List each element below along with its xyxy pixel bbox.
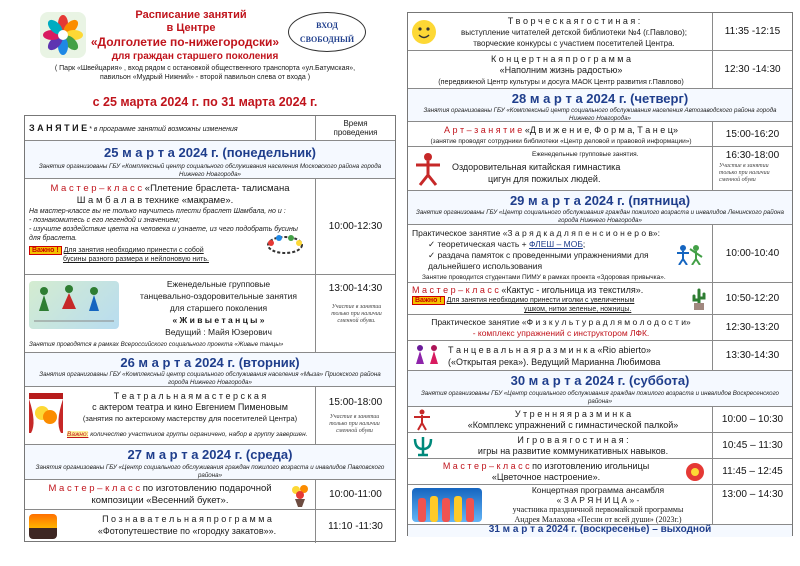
theatre-masks-icon — [29, 393, 63, 433]
event-time: 12:30 -14:30 — [712, 51, 792, 88]
event-line: «Фотопутешествие по «городку закатов»». — [97, 526, 277, 536]
title-line: Расписание занятий — [135, 9, 247, 21]
event-row — [408, 147, 792, 191]
date-heading: 28 м а р т а 2024 г. (четверг) — [511, 91, 689, 106]
date-row-mar30 — [408, 371, 792, 407]
event-line: цигун для пожилых людей. — [488, 174, 601, 184]
requirement-text: Для занятия необходимо принести иголки с увеличенным — [446, 297, 635, 304]
event-line: Еженедельные групповые — [166, 279, 271, 289]
project-note: Занятия проводятся в рамках Всероссийского социального проекта «Живые танцы» — [29, 341, 284, 348]
dancers-icon — [412, 344, 442, 368]
event-title: Практическое занятие «З а р я д к а д л я п е н с и о н е р о в»: — [412, 228, 661, 238]
event-row — [408, 51, 792, 89]
event-time: 11:10 -11:30 — [315, 510, 395, 543]
group-note-text: количество участников группы ограничено, набор в группу завершен. — [88, 431, 308, 438]
event-row — [25, 387, 395, 445]
flower-pincushion-icon — [684, 461, 706, 483]
shoes-note: Участие в занятии только при наличии сменной обуви. — [331, 304, 382, 324]
event-description — [29, 483, 291, 507]
event-title: «Кактус - игольница из текстиля». — [498, 285, 644, 295]
event-description — [412, 285, 692, 314]
day-off-heading: 31 м а р т а 2024 г. (воскресенье) – выходной — [488, 524, 712, 535]
event-time: 12:30-13:20 — [712, 315, 792, 340]
event-line: «Комплекс упражнений с гимнастической палкой» — [467, 420, 679, 430]
event-title: К о н ц е р т н а я п р о г р а м м а — [491, 54, 631, 64]
event-row — [25, 510, 395, 543]
event-title: И г р о в а я г о с т и н а я : — [517, 435, 629, 445]
qigong-figure-icon — [412, 151, 444, 187]
address-line: ( Парк «Швейцария» , вход рядом с остановкой общественного транспорта «ул.Батумская», — [54, 65, 356, 72]
event-detail: - познакомитесь с его легендой и значением; — [29, 217, 180, 224]
event-label: М а с т е р – к л а с с — [412, 285, 499, 295]
event-label: М а с т е р – к л а с с — [442, 461, 530, 471]
bracelet-icon — [265, 234, 305, 256]
event-time: 10:45 – 11:30 — [712, 433, 792, 458]
event-title: Оздоровительная китайская гимнастика — [452, 162, 621, 172]
important-badge: Важно ! — [412, 296, 445, 305]
date-row-mar29 — [408, 191, 792, 225]
event-time: 10:00-12:30 — [315, 179, 395, 274]
smiley-icon — [411, 18, 437, 46]
group-note — [67, 431, 313, 438]
date-heading: 30 м а р т а 2024 г. (суббота) — [510, 373, 690, 388]
event-line: (передвижной Центр культуры и досуга МАОК Центр развития г.Павлово) — [438, 77, 684, 86]
event-row — [408, 433, 792, 459]
event-description — [436, 409, 710, 431]
activity-header — [29, 123, 238, 133]
event-time: 13:00 – 14:30 — [712, 485, 792, 524]
event-row — [25, 179, 395, 275]
exercise-icon — [674, 243, 704, 265]
gymnast-icon — [412, 409, 432, 431]
event-title: по изготовлению игольницы — [529, 461, 650, 471]
event-row — [408, 122, 792, 147]
sunset-icon — [29, 514, 57, 539]
event-line: Еженедельные групповые занятия. — [532, 151, 639, 158]
event-label: М а с т е р – к л а с с — [48, 483, 141, 494]
date-row-mar26 — [25, 353, 395, 387]
event-row — [408, 485, 792, 525]
event-description — [438, 16, 710, 49]
time-cell — [712, 147, 792, 190]
event-time: 10:00-10:40 — [712, 225, 792, 282]
dancers-icon — [29, 281, 119, 329]
changes-note: * в программе занятий возможны изменения — [87, 126, 238, 133]
event-line: «Цветочное настроение». — [491, 472, 601, 482]
cactus-icon — [690, 288, 708, 310]
event-row — [408, 407, 792, 433]
event-line: творческие конкурсы с участием посетителей Центра. — [473, 39, 675, 48]
event-description — [67, 391, 313, 424]
time-cell — [315, 387, 395, 444]
event-time: 11:35 -12:15 — [712, 13, 792, 50]
important-badge: Важно ! — [29, 246, 62, 255]
event-row — [25, 480, 395, 510]
event-line: « З А Р Я Н И Ц А » - — [556, 494, 640, 505]
event-description — [412, 317, 710, 339]
event-title: «Д в и ж е н и е, Ф о р м а, Т а н е ц» — [522, 125, 678, 135]
event-line: (занятие проводят сотрудники библиотеки «Центр деловой и правовой информации») — [430, 138, 692, 145]
event-description — [121, 278, 316, 338]
title-line: в Центре — [166, 22, 216, 34]
ensemble-photo-icon — [412, 488, 482, 522]
requirement-text: ушком, нитки зеленые, ножницы. — [524, 306, 632, 313]
event-title: Концертная программа ансамбля — [531, 485, 665, 495]
subtitle: для граждан старшего поколения — [111, 51, 279, 62]
event-line: танцевально-оздоровительные занятия — [140, 291, 297, 301]
event-line: (занятия по актерскому мастерству для посетителей Центра) — [82, 414, 298, 423]
important-badge: Важно: — [67, 431, 89, 438]
page-title — [96, 9, 286, 35]
event-title: по изготовлению подарочной — [140, 483, 272, 494]
event-detail: На мастер-классе вы не только научитесь плести браслет Шамбала, но и : — [29, 208, 286, 215]
time-header-line: проведения — [333, 128, 378, 137]
event-time: 13:30-14:30 — [712, 341, 792, 370]
event-description — [486, 486, 710, 524]
bullet-text: ; — [582, 239, 586, 249]
entry-line: СВОБОДНЫЙ — [299, 35, 355, 44]
event-label: А р т – з а н я т и е — [444, 125, 523, 135]
event-line: «Наполним жизнь радостью» — [499, 65, 623, 75]
schedule-table-right — [407, 12, 793, 536]
address-line: павильон «Мудрый Нижний» - второй павильон слева от входа ) — [99, 74, 311, 81]
organizer-note: Занятия организованы ГБУ «Центр социального обслуживания граждан пожилого возраста и инвалидов Павловского района» — [35, 464, 385, 479]
address — [20, 64, 390, 82]
event-title: Т в о р ч е с к а я г о с т и н а я : — [507, 16, 641, 26]
event-description — [412, 54, 710, 87]
event-time: 13:00-14:30 — [328, 283, 383, 294]
event-row — [25, 275, 395, 353]
event-time: 10:50-12:20 — [712, 283, 792, 314]
event-description — [452, 149, 710, 185]
event-title-line2: Ш а м б а л а в технике «макраме». — [76, 195, 234, 206]
event-time: 15:00-18:00 — [328, 397, 383, 408]
shoes-note: Участие в занятии только при наличии сменной обуви — [329, 414, 380, 434]
event-line: («Открытая река»). Ведущий Марианна Любимова — [448, 357, 661, 367]
activity-header-label: З А Н Я Т И Е — [29, 123, 88, 133]
entry-line: ВХОД — [316, 21, 338, 30]
event-line: - комплекс упражнений с инструктором ЛФК. — [472, 328, 650, 338]
event-description — [436, 435, 710, 457]
date-heading: 29 м а р т а 2024 г. (пятница) — [509, 193, 691, 208]
event-title: « Ж и в ы е т а н ц ы » — [172, 315, 265, 325]
bullet-text: теоретическая часть + — [437, 239, 529, 249]
event-description — [412, 461, 680, 483]
bullet-text: раздача памяток с проведенными упражнениями для дальнейшего использования — [428, 250, 649, 271]
event-title: «Плетение браслета- талисмана — [142, 183, 290, 194]
date-row-mar25 — [25, 141, 395, 179]
date-row-mar31 — [408, 525, 792, 537]
date-heading: 25 м а р т а 2024 г. (понедельник) — [104, 145, 316, 160]
schedule-table-left — [24, 115, 396, 542]
time-cell — [315, 275, 395, 352]
event-host: Ведущий : Майя Юзерович — [165, 327, 272, 337]
event-time: 16:30-18:00 — [725, 150, 780, 161]
event-description: Практическое занятие «З а р я д к а д л я п е н с и о н е р о в»: ✓ теоретическая часть + ФЛЕШ – МОБ; ✓ раздача памяток с проведенными упражнениями для дальнейшего использования Занятие проводится студентами ПИМУ в рамках проекта «Здоровая привычка». — [412, 228, 710, 283]
organizer-note: Занятия организованы ГБУ «Центр социального обслуживания граждан пожилого возраста и инвалидов Ленинского района города Нижнего Новгорода» — [416, 209, 784, 224]
requirement-text: бусины разного размера и нейлоновую нить. — [63, 256, 209, 263]
event-row — [408, 341, 792, 371]
event-time: 11:45 – 12:45 — [712, 459, 792, 484]
event-line: Андрея Малахова «Песни от всей души» (2023г.) — [514, 514, 682, 524]
event-row — [408, 13, 792, 51]
event-title: П о з н а в а т е л ь н а я п р о г р а м м а — [102, 514, 272, 524]
date-row-mar28 — [408, 89, 792, 122]
free-entry-badge — [288, 12, 366, 52]
event-line: для старшего поколения — [169, 303, 268, 313]
event-description — [61, 513, 313, 537]
bouquet-icon — [289, 483, 311, 507]
time-header-line: Время — [343, 119, 368, 128]
shoes-note: Участие в занятии только при наличии сменной обуви — [719, 163, 770, 183]
date-row-mar27 — [25, 445, 395, 480]
date-heading: 26 м а р т а 2024 г. (вторник) — [120, 355, 300, 370]
schedule-period: с 25 марта 2024 г. по 31 марта 2024 г. — [92, 95, 318, 109]
organizer-note: Занятия организованы ГБУ «Комплексный центр социального обслуживания населения Автозаводского района города Нижнего Новгорода» — [423, 107, 777, 122]
event-description — [448, 344, 710, 368]
center-name: «Долголетие по-нижегородски» — [90, 35, 280, 49]
event-title: У т р е н н я я р а з м и н к а — [514, 409, 632, 419]
event-title: Практическое занятие «Ф и з к у л ь т у р а д л я м о л о д о с т и» — [431, 317, 691, 327]
event-description — [412, 125, 710, 147]
event-label: М а с т е р – к л а с с — [50, 183, 143, 194]
event-detail: - изучите воздействие цвета на человека и узнаете, из чего подобрать бусины для браслета. — [29, 226, 298, 242]
event-row — [408, 459, 792, 485]
event-line: с актером театра и кино Евгением Пименовым — [92, 402, 288, 412]
event-line: участника праздничной первомайской программы — [512, 505, 684, 515]
organizer-note: Занятия организованы ГБУ «Центр социального обслуживания граждан пожилого возраста и инвалидов Воскресенского района» — [420, 390, 780, 405]
requirement-text: Для занятия необходимо принести с собой — [63, 247, 204, 254]
event-title: Т а н ц е в а л ь н а я р а з м и н к а «Rio abierto» — [448, 345, 652, 355]
event-line: выступление читателей детской библиотеки №4 (г.Павлово); — [461, 28, 687, 37]
event-row — [408, 225, 792, 283]
organizer-note: Занятия организованы ГБУ «Комплексный центр социального обслуживания населения «Мыза» Приокского района города Нижнего Новгорода» — [39, 371, 381, 386]
event-row — [408, 283, 792, 315]
organizer-note: Занятия организованы ГБУ «Комплексный центр социального обслуживания населения Московского района города Нижнего Новгорода» — [38, 163, 382, 178]
table-header — [25, 116, 395, 141]
event-time: 15:00-16:20 — [712, 122, 792, 146]
event-line: игры на развитие коммуникативных навыков. — [477, 446, 669, 456]
flashmob-link[interactable]: ФЛЕШ – МОБ — [528, 239, 583, 249]
psi-icon — [412, 435, 434, 457]
event-time: 10:00 – 10:30 — [712, 407, 792, 432]
date-heading: 27 м а р т а 2024 г. (среда) — [127, 447, 293, 462]
event-time: 10:00-11:00 — [315, 480, 395, 509]
event-line: композиции «Весенний букет». — [91, 495, 229, 506]
event-row — [408, 315, 792, 341]
project-note: Занятие проводится студентами ПИМУ в рамках проекта «Здоровая привычка». — [422, 274, 666, 281]
time-header — [315, 116, 395, 140]
event-title: Т е а т р а л ь н а я м а с т е р с к а я — [113, 391, 267, 401]
